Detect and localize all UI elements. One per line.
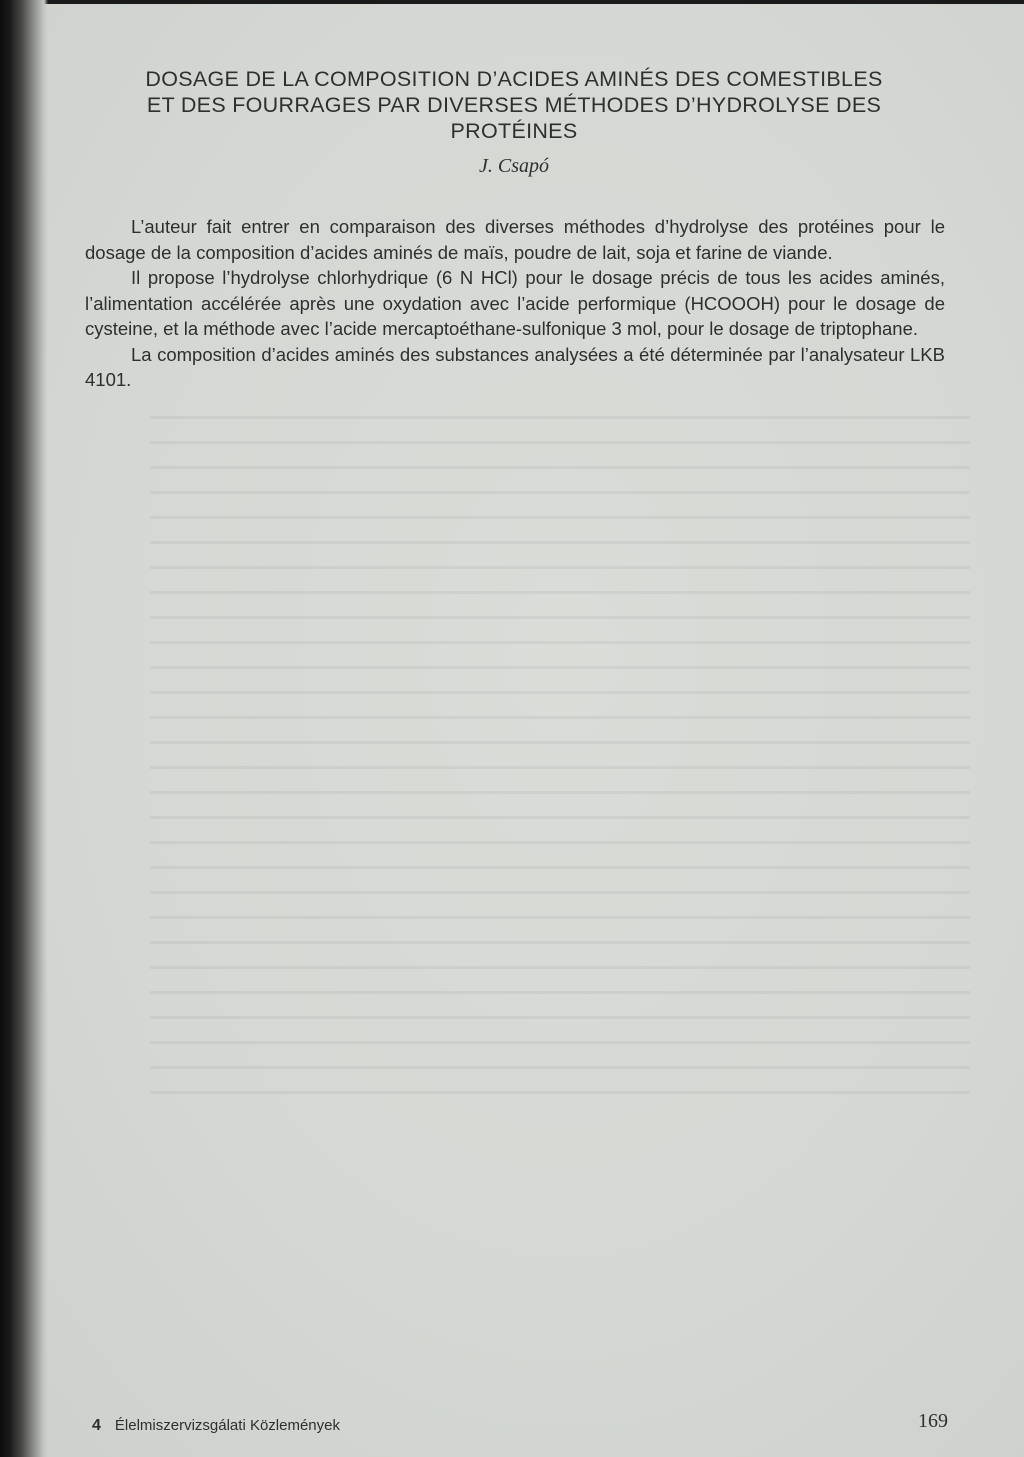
page-number: 169 <box>918 1410 948 1432</box>
journal-name: Élelmiszervizsgálati Közlemények <box>114 1417 340 1434</box>
page-top-edge <box>0 0 1024 4</box>
title-line: PROTÉINES <box>450 119 578 143</box>
abstract-paragraph: Il propose l’hydrolyse chlorhydrique (6 N HCl) pour le dosage précis de tous les acides aminés, l’alimentation accélérée après une oxydation avec l’acide performique (HCOOOH) pour le dosage de cysteine, et la méthode avec l’acide mercaptoéthane-sulfonique 3 mol, pour le dosage de triptophane. <box>85 267 945 339</box>
abstract <box>85 214 945 393</box>
abstract-paragraph: La composition d’acides aminés des substances analysées a été déterminée par l’analysateur LKB 4101. <box>85 343 945 390</box>
title-line: DOSAGE DE LA COMPOSITION D’ACIDES AMINÉS DES COMESTIBLES <box>145 67 883 91</box>
article-title <box>80 66 948 144</box>
article-author: J. Csapó <box>479 155 549 177</box>
abstract-paragraph: L’auteur fait entrer en comparaison des diverses méthodes d’hydrolyse des protéines pour le dosage de la composition d’acides aminés de maïs, poudre de lait, soja et farine de viande. <box>85 216 945 263</box>
title-line: ET DES FOURRAGES PAR DIVERSES MÉTHODES D’HYDROLYSE DES <box>146 93 882 117</box>
footer-journal <box>92 1417 340 1435</box>
binding-shadow <box>0 0 48 1457</box>
issue-number: 4 <box>92 1417 101 1434</box>
show-through-texture <box>150 400 970 1100</box>
